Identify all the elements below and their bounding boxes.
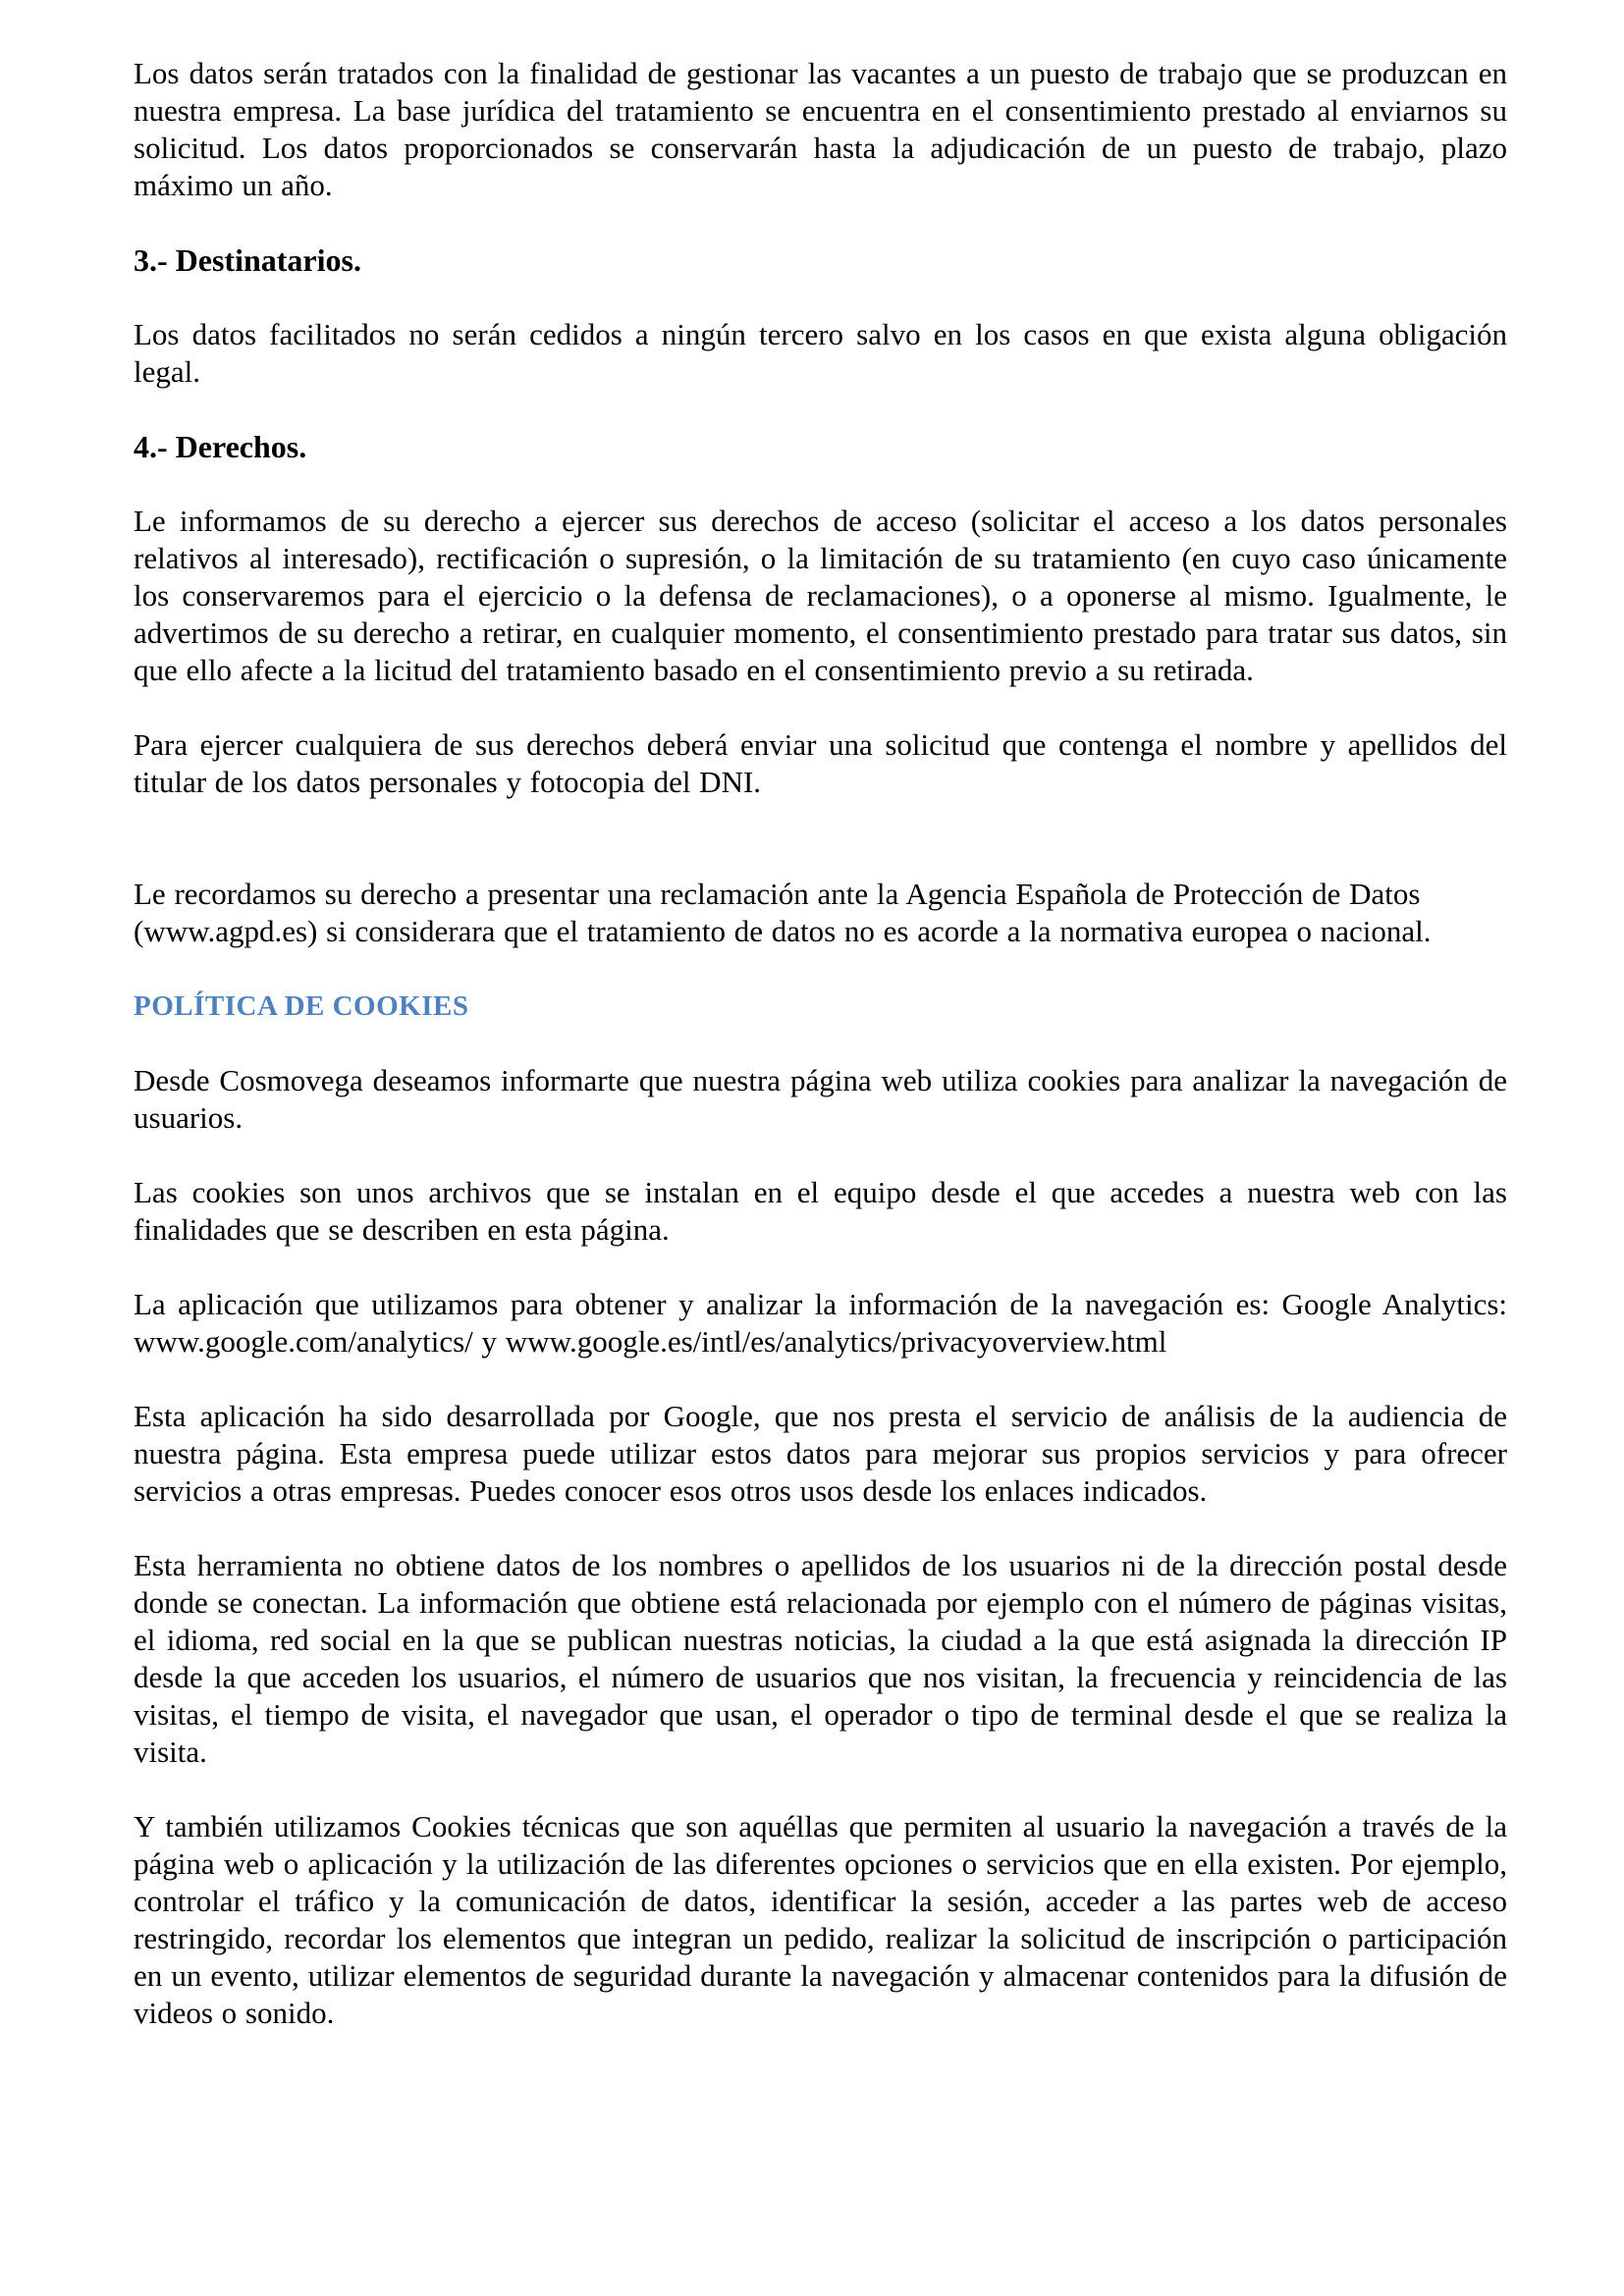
- paragraph-google-analytics: La aplicación que utilizamos para obtener y analizar la información de la navegación es: Google Analytics: www.google.com/analytics/ y www.google.es/intl/es/analytics/privacyoverview.html: [134, 1287, 1507, 1359]
- paragraph-derechos-info: Le informamos de su derecho a ejercer sus derechos de acceso (solicitar el acceso a los datos personales relativos al interesado), rectificación o supresión, o la limitación de su tratamiento (en cuyo caso únicamente los conservaremos para el ejercicio o la defensa de reclamaciones), o a oponerse al mismo. Igualmente, le advertimos de su derecho a retirar, en cualquier momento, el consentimiento prestado para tratar sus datos, sin que ello afecte a la licitud del tratamiento basado en el consentimiento previo a su retirada.: [134, 504, 1507, 687]
- paragraph-destinatarios: Los datos facilitados no serán cedidos a ningún tercero salvo en los casos en que exista alguna obligación legal.: [134, 317, 1507, 389]
- heading-politica-cookies: POLÍTICA DE COOKIES: [134, 990, 469, 1022]
- paragraph-cookies-tecnicas: Y también utilizamos Cookies técnicas que son aquéllas que permiten al usuario la navegación a través de la página web o aplicación y la utilización de las diferentes opciones o servicios que en ella existen. Por ejemplo, controlar el tráfico y la comunicación de datos, identificar la sesión, acceder a las partes web de acceso restringido, recordar los elementos que integran un pedido, realizar la solicitud de inscripción o participación en un evento, utilizar elementos de seguridad durante la navegación y almacenar contenidos para la difusión de videos o sonido.: [134, 1809, 1507, 2030]
- paragraph-google-desarrollo: Esta aplicación ha sido desarrollada por Google, que nos presta el servicio de análisis de la audiencia de nuestra página. Esta empresa puede utilizar estos datos para mejorar sus propios servicios y para ofrecer servicios a otras empresas. Puedes conocer esos otros usos desde los enlaces indicados.: [134, 1399, 1507, 1508]
- paragraph-treatment-purpose: Los datos serán tratados con la finalidad de gestionar las vacantes a un puesto de trabajo que se produzcan en nuestra empresa. La base jurídica del tratamiento se encuentra en el consentimiento prestado al enviarnos su solicitud. Los datos proporcionados se conservarán hasta la adjudicación de un puesto de trabajo, plazo máximo un año.: [134, 56, 1507, 202]
- paragraph-reclamacion-agpd: Le recordamos su derecho a presentar una reclamación ante la Agencia Española de Protección de Datos (www.agpd.es) si considerara que el tratamiento de datos no es acorde a la normativa europea o nacional.: [134, 877, 1432, 948]
- paragraph-derechos-solicitud: Para ejercer cualquiera de sus derechos deberá enviar una solicitud que contenga el nombre y apellidos del titular de los datos personales y fotocopia del DNI.: [134, 727, 1507, 799]
- paragraph-datos-obtenidos: Esta herramienta no obtiene datos de los nombres o apellidos de los usuarios ni de la dirección postal desde donde se conectan. La información que obtiene está relacionada por ejemplo con el número de páginas visitas, el idioma, red social en la que se publican nuestras noticias, la ciudad a la que está asignada la dirección IP desde la que acceden los usuarios, el número de usuarios que nos visitan, la frecuencia y reincidencia de las visitas, el tiempo de visita, el navegador que usan, el operador o tipo de terminal desde el que se realiza la visita.: [134, 1548, 1507, 1769]
- paragraph-cookies-definicion: Las cookies son unos archivos que se instalan en el equipo desde el que accedes a nuestra web con las finalidades que se describen en esta página.: [134, 1175, 1507, 1247]
- paragraph-cookies-intro: Desde Cosmovega deseamos informarte que nuestra página web utiliza cookies para analizar la navegación de usuarios.: [134, 1063, 1507, 1135]
- heading-destinatarios: 3.- Destinatarios.: [134, 242, 361, 278]
- heading-derechos: 4.- Derechos.: [134, 429, 307, 464]
